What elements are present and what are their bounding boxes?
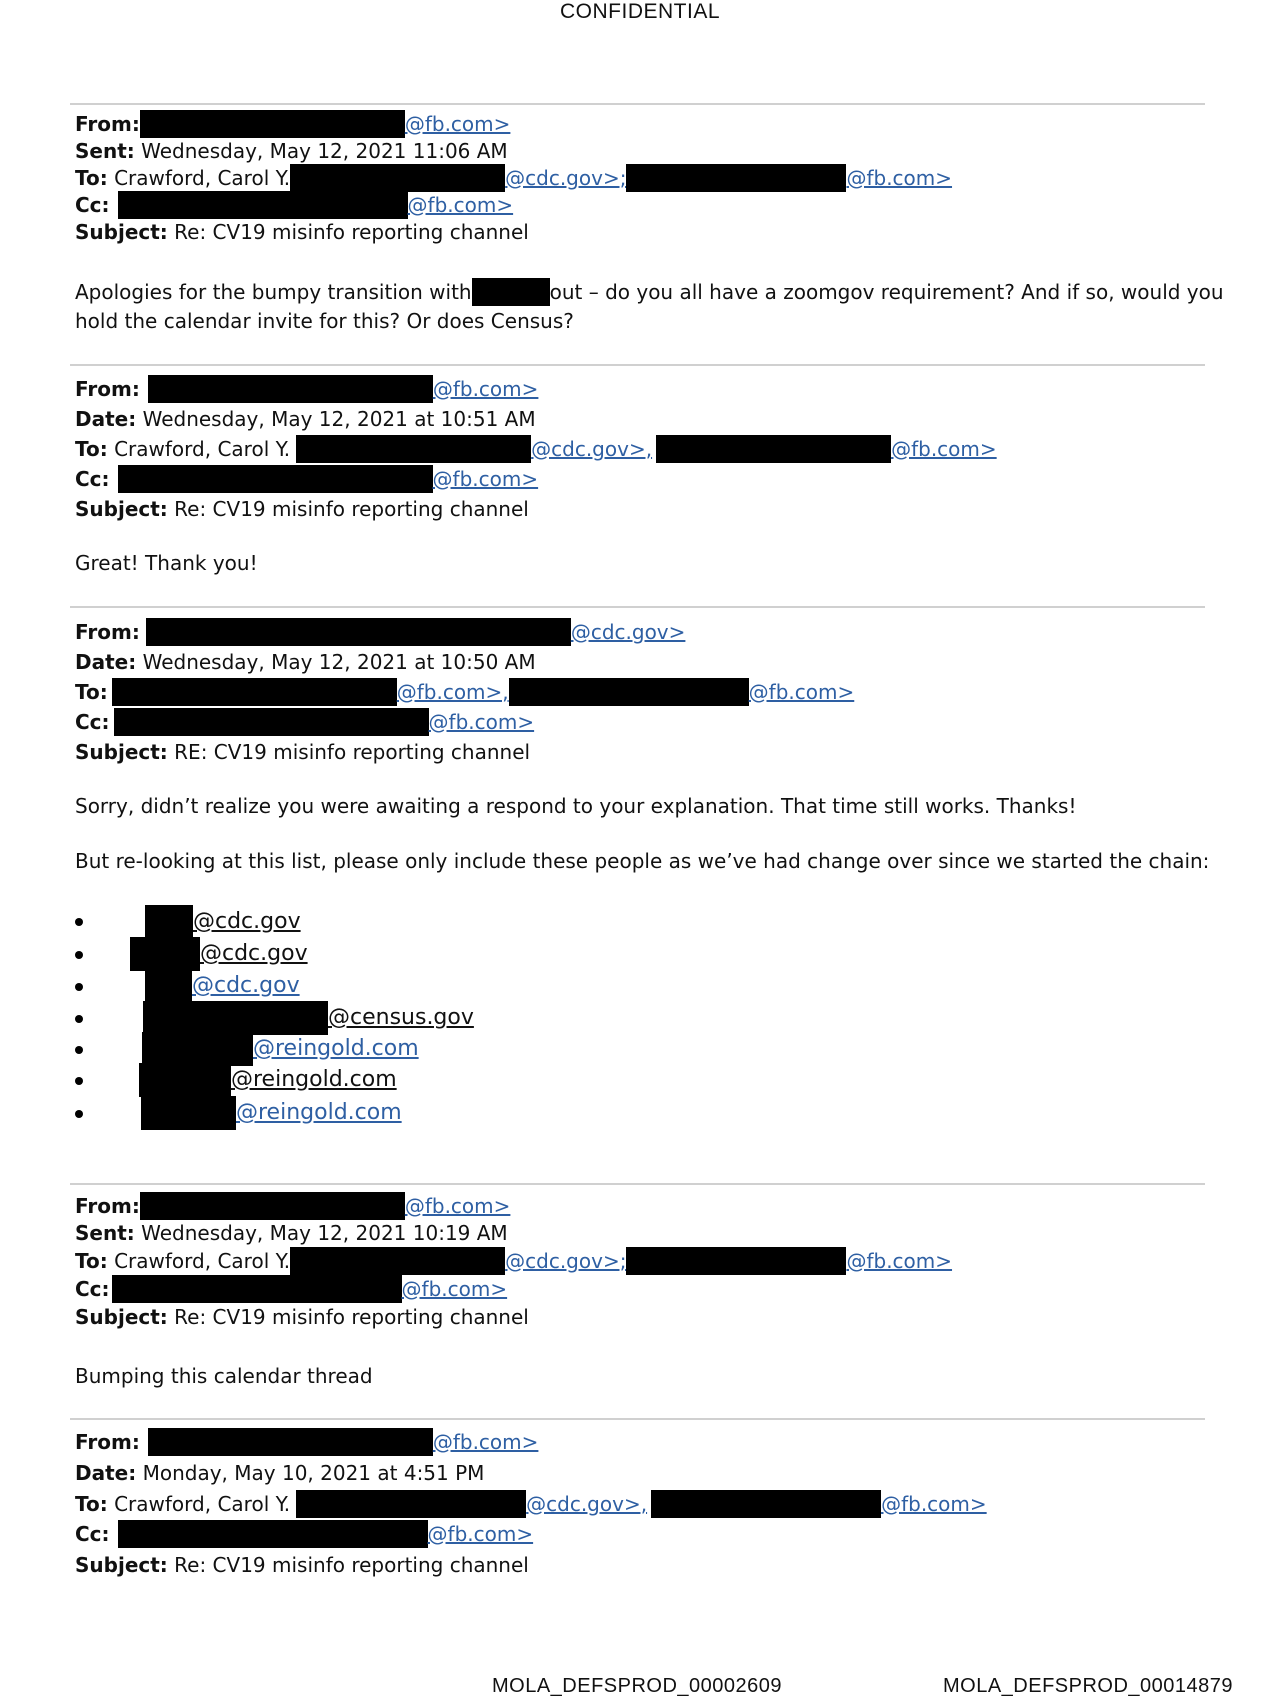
redaction (290, 1247, 505, 1275)
bates-number-1: MOLA_DEFSPROD_00002609 (492, 1675, 783, 1697)
redaction (141, 1096, 236, 1130)
to-email-link-2[interactable]: @fb.com> (846, 166, 953, 190)
from-email-link[interactable]: @cdc.gov> (570, 620, 686, 644)
divider (70, 606, 1205, 608)
subject-line (75, 1303, 529, 1331)
list-email[interactable]: @reingold.com (236, 1100, 402, 1125)
email-body-line: Bumping this calendar thread (75, 1364, 373, 1388)
bullet-icon (75, 983, 83, 991)
cc-label: Cc: (75, 1522, 110, 1546)
from-label: From: (75, 1430, 140, 1454)
subject-line (75, 218, 529, 246)
to-line (75, 164, 952, 192)
redaction (118, 465, 433, 493)
to-label: To: (75, 166, 108, 190)
date-value: Wednesday, May 12, 2021 at 10:50 AM (142, 650, 536, 674)
cc-line (75, 1275, 507, 1303)
date-value: Wednesday, May 12, 2021 at 10:51 AM (142, 407, 536, 431)
cc-email-link[interactable]: @fb.com> (401, 1277, 508, 1301)
to-label: To: (75, 437, 108, 461)
to-name: Crawford, Carol Y. (114, 166, 291, 190)
subject-line (75, 738, 530, 766)
subject-value: Re: CV19 misinfo reporting channel (174, 220, 529, 244)
sent-value: Wednesday, May 12, 2021 10:19 AM (141, 1221, 508, 1245)
redaction (142, 1032, 253, 1066)
cc-email-link[interactable]: @fb.com> (407, 193, 514, 217)
redaction (145, 969, 192, 1003)
list-item (139, 1063, 397, 1097)
cc-email-link[interactable]: @fb.com> (428, 710, 535, 734)
to-email-link[interactable]: @fb.com>, (396, 680, 509, 704)
date-label: Date: (75, 407, 137, 431)
subject-label: Subject: (75, 1305, 168, 1329)
date-label: Date: (75, 1461, 137, 1485)
redaction (296, 435, 531, 463)
redaction (146, 618, 571, 646)
subject-line (75, 495, 529, 523)
redaction (130, 937, 200, 971)
body-text: out – do you all have a zoomgov requirement? And if so, would you (549, 280, 1224, 304)
redaction (656, 435, 891, 463)
from-email-link[interactable]: @fb.com> (404, 112, 511, 136)
list-item (143, 1001, 474, 1035)
list-email[interactable]: @cdc.gov (200, 941, 308, 966)
from-line (75, 1192, 510, 1220)
list-email[interactable]: @reingold.com (253, 1036, 419, 1061)
redaction (140, 1192, 405, 1220)
subject-label: Subject: (75, 220, 168, 244)
cc-line (75, 1520, 533, 1548)
to-line (75, 435, 997, 463)
email-body-line: hold the calendar invite for this? Or does Census? (75, 309, 574, 333)
cc-label: Cc: (75, 193, 110, 217)
from-label: From: (75, 620, 140, 644)
redaction (148, 1428, 433, 1456)
redaction (148, 375, 433, 403)
email-body-line: But re-looking at this list, please only include these people as we’ve had change over since we started the chain: (75, 849, 1210, 873)
list-item (145, 969, 300, 1003)
bullet-icon (75, 1046, 83, 1054)
to-email-link-2[interactable]: @fb.com> (748, 680, 855, 704)
to-email-link[interactable]: @cdc.gov>, (531, 437, 653, 461)
bates-number-2: MOLA_DEFSPROD_00014879 (943, 1675, 1234, 1697)
list-item (141, 1096, 402, 1130)
to-line (75, 1490, 987, 1518)
bullet-icon (75, 1110, 83, 1118)
subject-value: RE: CV19 misinfo reporting channel (174, 740, 531, 764)
bullet-icon (75, 1015, 83, 1023)
from-line (75, 1428, 538, 1456)
date-line (75, 1459, 484, 1487)
cc-label: Cc: (75, 1277, 110, 1301)
list-email[interactable]: @census.gov (328, 1005, 474, 1030)
redaction (509, 678, 749, 706)
redaction (112, 678, 397, 706)
bullet-icon (75, 1077, 83, 1085)
sent-label: Sent: (75, 1221, 135, 1245)
cc-email-link[interactable]: @fb.com> (427, 1522, 534, 1546)
redaction (145, 905, 193, 939)
redaction (626, 1247, 846, 1275)
cc-line (75, 708, 534, 736)
cc-label: Cc: (75, 710, 110, 734)
redaction (118, 191, 408, 219)
list-item (130, 937, 308, 971)
redaction (112, 1275, 402, 1303)
from-label: From: (75, 1194, 140, 1218)
cc-email-link[interactable]: @fb.com> (432, 467, 539, 491)
redaction (290, 164, 505, 192)
bullet-icon (75, 918, 83, 926)
from-email-link[interactable]: @fb.com> (432, 1430, 539, 1454)
sent-label: Sent: (75, 139, 135, 163)
cc-line (75, 191, 513, 219)
redaction (651, 1490, 881, 1518)
redaction (118, 1520, 428, 1548)
list-email[interactable]: @reingold.com (231, 1067, 397, 1092)
to-email-link[interactable]: @cdc.gov>, (526, 1492, 648, 1516)
divider (70, 1183, 1205, 1185)
to-name: Crawford, Carol Y. (114, 437, 291, 461)
to-label: To: (75, 1492, 108, 1516)
divider (70, 1418, 1205, 1420)
cc-label: Cc: (75, 467, 110, 491)
to-line (75, 678, 854, 706)
to-name: Crawford, Carol Y. (114, 1249, 291, 1273)
from-label: From: (75, 112, 140, 136)
divider (70, 364, 1205, 366)
date-line (75, 648, 536, 676)
redaction (114, 708, 429, 736)
to-email-link-2[interactable]: @fb.com> (881, 1492, 987, 1516)
subject-label: Subject: (75, 740, 168, 764)
sent-value: Wednesday, May 12, 2021 11:06 AM (141, 139, 508, 163)
date-value: Monday, May 10, 2021 at 4:51 PM (142, 1461, 485, 1485)
email-body-line (75, 278, 1224, 306)
from-email-link[interactable]: @fb.com> (404, 1194, 511, 1218)
subject-label: Subject: (75, 497, 168, 521)
subject-label: Subject: (75, 1553, 168, 1577)
redaction (626, 164, 846, 192)
subject-value: Re: CV19 misinfo reporting channel (174, 497, 529, 521)
cc-line (75, 465, 538, 493)
to-email-link-2[interactable]: @fb.com> (846, 1249, 953, 1273)
body-text: Apologies for the bumpy transition with (75, 280, 472, 304)
to-label: To: (75, 1249, 108, 1273)
from-email-link[interactable]: @fb.com> (432, 377, 539, 401)
subject-value: Re: CV19 misinfo reporting channel (174, 1553, 529, 1577)
bullet-icon (75, 951, 83, 959)
to-label: To: (75, 680, 108, 704)
redaction (140, 110, 405, 138)
list-email[interactable]: @cdc.gov (193, 909, 301, 934)
redaction (472, 278, 550, 306)
to-email-link-2[interactable]: @fb.com> (891, 437, 997, 461)
subject-value: Re: CV19 misinfo reporting channel (174, 1305, 529, 1329)
redaction (143, 1001, 328, 1035)
to-line (75, 1247, 952, 1275)
date-line (75, 405, 536, 433)
list-item (145, 905, 301, 939)
to-email-link[interactable]: @cdc.gov>; (505, 1249, 627, 1273)
sent-line (75, 137, 508, 165)
date-label: Date: (75, 650, 137, 674)
confidential-label: CONFIDENTIAL (560, 0, 721, 23)
email-body-line: Great! Thank you! (75, 551, 258, 575)
email-body-line: Sorry, didn’t realize you were awaiting a respond to your explanation. That time still works. Thanks! (75, 794, 1077, 818)
from-line (75, 375, 538, 403)
to-name: Crawford, Carol Y. (114, 1492, 291, 1516)
list-item (142, 1032, 419, 1066)
from-line (75, 110, 510, 138)
redaction (296, 1490, 526, 1518)
redaction (139, 1063, 231, 1097)
subject-line (75, 1551, 529, 1579)
to-email-link[interactable]: @cdc.gov>; (505, 166, 627, 190)
from-label: From: (75, 377, 140, 401)
divider (70, 103, 1205, 105)
sent-line (75, 1219, 508, 1247)
list-email[interactable]: @cdc.gov (192, 973, 300, 998)
from-line (75, 618, 685, 646)
